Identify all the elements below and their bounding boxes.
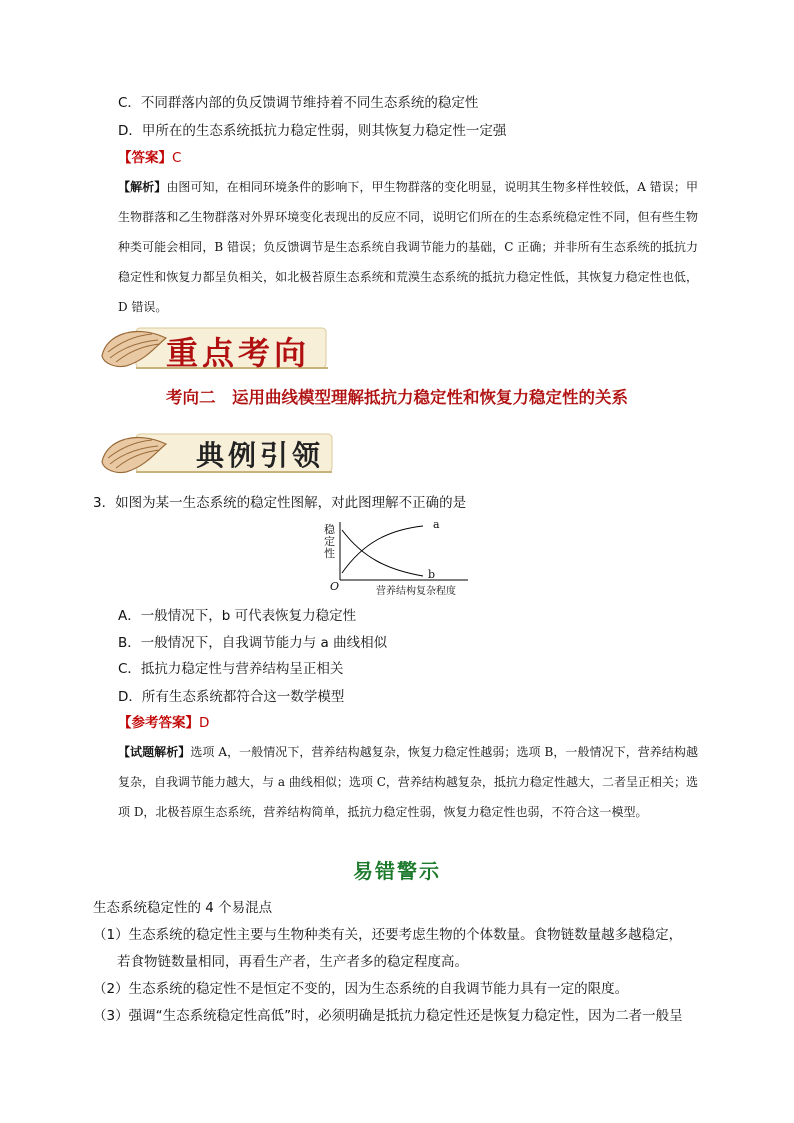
q3-analysis <box>118 737 698 827</box>
answer-label: 【参考答案】 <box>118 715 199 731</box>
warning-item-3: （3）强调“生态系统稳定性高低”时，必须明确是抵抗力稳定性还是恢复力稳定性，因为二者一般呈 <box>93 1008 683 1024</box>
figure-origin: O <box>330 580 340 593</box>
answer-label: 【答案】 <box>118 150 172 166</box>
q2-analysis <box>118 172 698 322</box>
banner-title: 典例引领 <box>196 439 325 472</box>
warning-item-1-line-1: （1）生态系统的稳定性主要与生物种类有关，还要考虑生物的个体数量。食物链数量越多越稳定， <box>93 927 683 943</box>
q3-option-b: B．一般情况下，自我调节能力与 a 曲线相似 <box>118 635 388 651</box>
figure-ylabel: 稳定性 <box>324 523 335 560</box>
banner-title: 重点考向 <box>166 334 311 372</box>
q3-option-d: D．所有生态系统都符合这一数学模型 <box>118 689 345 705</box>
answer-value: C <box>172 150 182 166</box>
q2-answer <box>118 148 181 168</box>
q3-answer <box>118 713 209 733</box>
q2-option-d: D．甲所在的生态系统抵抗力稳定性弱，则其恢复力稳定性一定强 <box>118 123 507 139</box>
analysis-text: 由图可知，在相同环境条件的影响下，甲生物群落的变化明显，说明其生物多样性较低，A 错误；甲生物群落和乙生物群落对外界环境变化表现出的反应不同，说明它们所在的生态系统稳定性不同，但有些生物种类可能会相同，B 错误；负反馈调节是生态系统自我调节能力的基础，C 正确；并非所有生态系统的抵抗力稳定性和恢复力都呈负相关，如北极苔原生态系统和荒漠生态系统的抵抗力稳定性低，其恢复力稳定性也低，D 错误。 <box>118 180 698 314</box>
typical-example-banner <box>96 424 334 480</box>
analysis-label: 【试题解析】 <box>118 745 191 759</box>
key-direction-banner <box>96 316 334 376</box>
analysis-text: 选项 A，一般情况下，营养结构越复杂，恢复力稳定性越弱；选项 B，一般情况下，营养结构越复杂，自我调节能力越大，与 a 曲线相似；选项 C，营养结构越复杂，抵抗力稳定性越大，二者呈正相关；选项 D，北极苔原生态系统，营养结构简单，抵抗力稳定性弱，恢复力稳定性也弱，不符合这一模型。 <box>118 745 698 819</box>
section-title: 考向二 运用曲线模型理解抵抗力稳定性和恢复力稳定性的关系 <box>166 388 628 407</box>
figure-xlabel: 营养结构复杂程度 <box>376 586 456 597</box>
analysis-label: 【解析】 <box>118 180 167 194</box>
curve-a-label: a <box>433 518 440 531</box>
q3-stem: 3．如图为某一生态系统的稳定性图解，对此图理解不正确的是 <box>93 495 467 511</box>
q2-option-c: C．不同群落内部的负反馈调节维持着不同生态系统的稳定性 <box>118 95 479 111</box>
stability-figure <box>308 518 478 598</box>
warning-item-1-line-2: 若食物链数量相同，再看生产者，生产者多的稳定程度高。 <box>117 954 468 970</box>
warning-intro: 生态系统稳定性的 4 个易混点 <box>93 900 273 916</box>
warning-item-2: （2）生态系统的稳定性不是恒定不变的，因为生态系统的自我调节能力具有一定的限度。 <box>93 981 629 997</box>
curve-b-label: b <box>428 568 436 581</box>
answer-value: D <box>199 715 210 731</box>
q3-option-a: A．一般情况下，b 可代表恢复力稳定性 <box>118 608 357 624</box>
q3-option-c: C．抵抗力稳定性与营养结构呈正相关 <box>118 661 344 677</box>
curve-a <box>342 526 423 573</box>
warning-title: 易错警示 <box>353 859 441 883</box>
